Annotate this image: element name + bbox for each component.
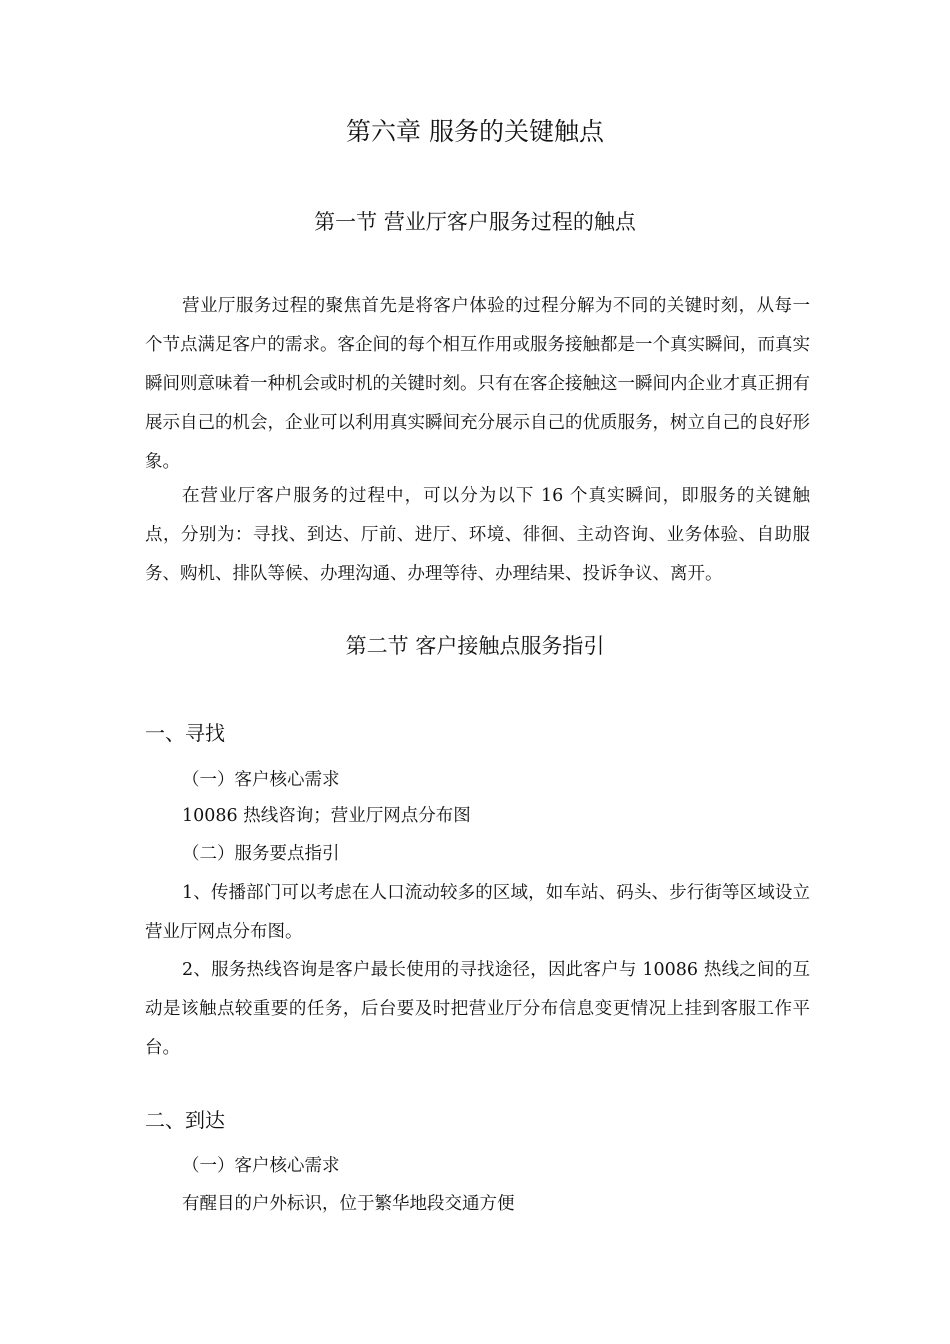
part2-needs: 有醒目的户外标识，位于繁华地段交通方便: [182, 1194, 515, 1214]
paragraph-1: 营业厅服务过程的聚焦首先是将客户体验的过程分解为不同的关键时刻，从每一个节点满足客户的需求。客企间的每个相互作用或服务接触都是一个真实瞬间，而真实瞬间则意味着一种机会或时机的关键时刻。只有在客企接触这一瞬间内企业才真正拥有展示自己的机会，企业可以利用真实瞬间充分展示自己的优质服务，树立自己的良好形象。: [145, 296, 810, 472]
chapter-title: 第六章 服务的关键触点: [346, 117, 604, 146]
part1-point2: 2、服务热线咨询是客户最长使用的寻找途径，因此客户与 10086 热线之间的互动是该触点较重要的任务，后台要及时把营业厅分布信息变更情况上挂到客服工作平台。: [145, 960, 810, 1058]
part2-heading: 二、到达: [145, 1108, 225, 1132]
part2-sub1: （一）客户核心需求: [182, 1156, 340, 1176]
section1-title: 第一节 营业厅客户服务过程的触点: [314, 210, 636, 234]
paragraph-2: 在营业厅客户服务的过程中，可以分为以下 16 个真实瞬间，即服务的关键触点，分别为：寻找、到达、厅前、进厅、环境、徘徊、主动咨询、业务体验、自助服务、购机、排队等候、办理沟通、办理等待、办理结果、投诉争议、离开。: [145, 486, 810, 584]
part1-point1: 1、传播部门可以考虑在人口流动较多的区域，如车站、码头、步行街等区域设立营业厅网点分布图。: [145, 883, 810, 942]
part1-sub2: （二）服务要点指引: [182, 844, 340, 864]
part1-heading: 一、寻找: [145, 721, 225, 745]
part1-sub1: （一）客户核心需求: [182, 770, 340, 790]
section2-title: 第二节 客户接触点服务指引: [345, 634, 605, 658]
part1-needs: 10086 热线咨询；营业厅网点分布图: [182, 806, 471, 826]
